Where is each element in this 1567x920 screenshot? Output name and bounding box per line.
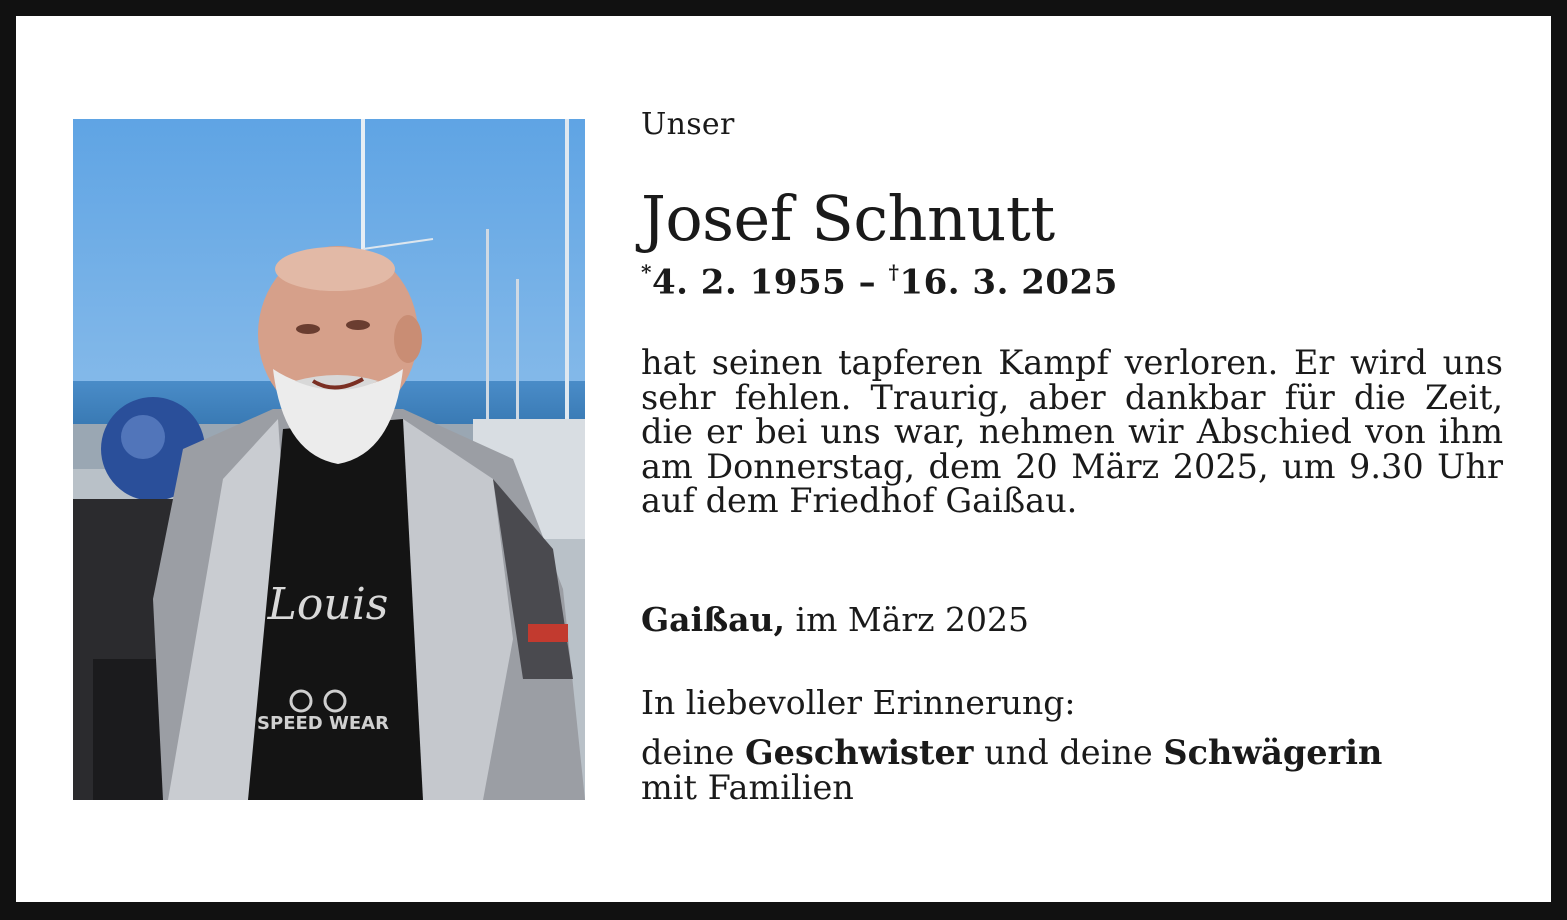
birth-date: 4. 2. 1955 [651,262,847,303]
deceased-name: Josef Schnutt [641,182,1055,255]
date-dash: – [846,262,889,303]
portrait-photo [73,119,585,800]
memory-line: In liebevoller Erinnerung: [641,683,1076,722]
family-suffix: mit Familien [641,768,854,807]
place-line [641,600,1029,639]
family-mid: und deine [973,733,1164,772]
family-inlaw: Schwägerin [1163,733,1383,772]
place-name: Gaißau, [641,600,786,639]
life-dates [641,262,1118,302]
family-signature [641,735,1382,805]
family-siblings: Geschwister [745,733,974,772]
death-symbol: † [888,260,900,284]
birth-symbol: * [641,260,652,284]
shirt-small-text: SPEED WEAR [257,713,389,734]
family-prefix: deine [641,733,746,772]
death-date: 16. 3. 2025 [899,262,1118,303]
notice-body: hat seinen tapferen Kampf verloren. Er wird uns sehr fehlen. Traurig, aber dankbar für die Zeit, die er bei uns war, nehmen wir Abschied von ihm am Donnerstag, dem 20 März 2025, um 9.30 Uhr auf dem Friedhof Gaißau. [641,343,1503,520]
intro-text: Unser [641,107,735,142]
shirt-logo-text: Louis [267,579,389,630]
place-date: im März 2025 [785,600,1029,639]
